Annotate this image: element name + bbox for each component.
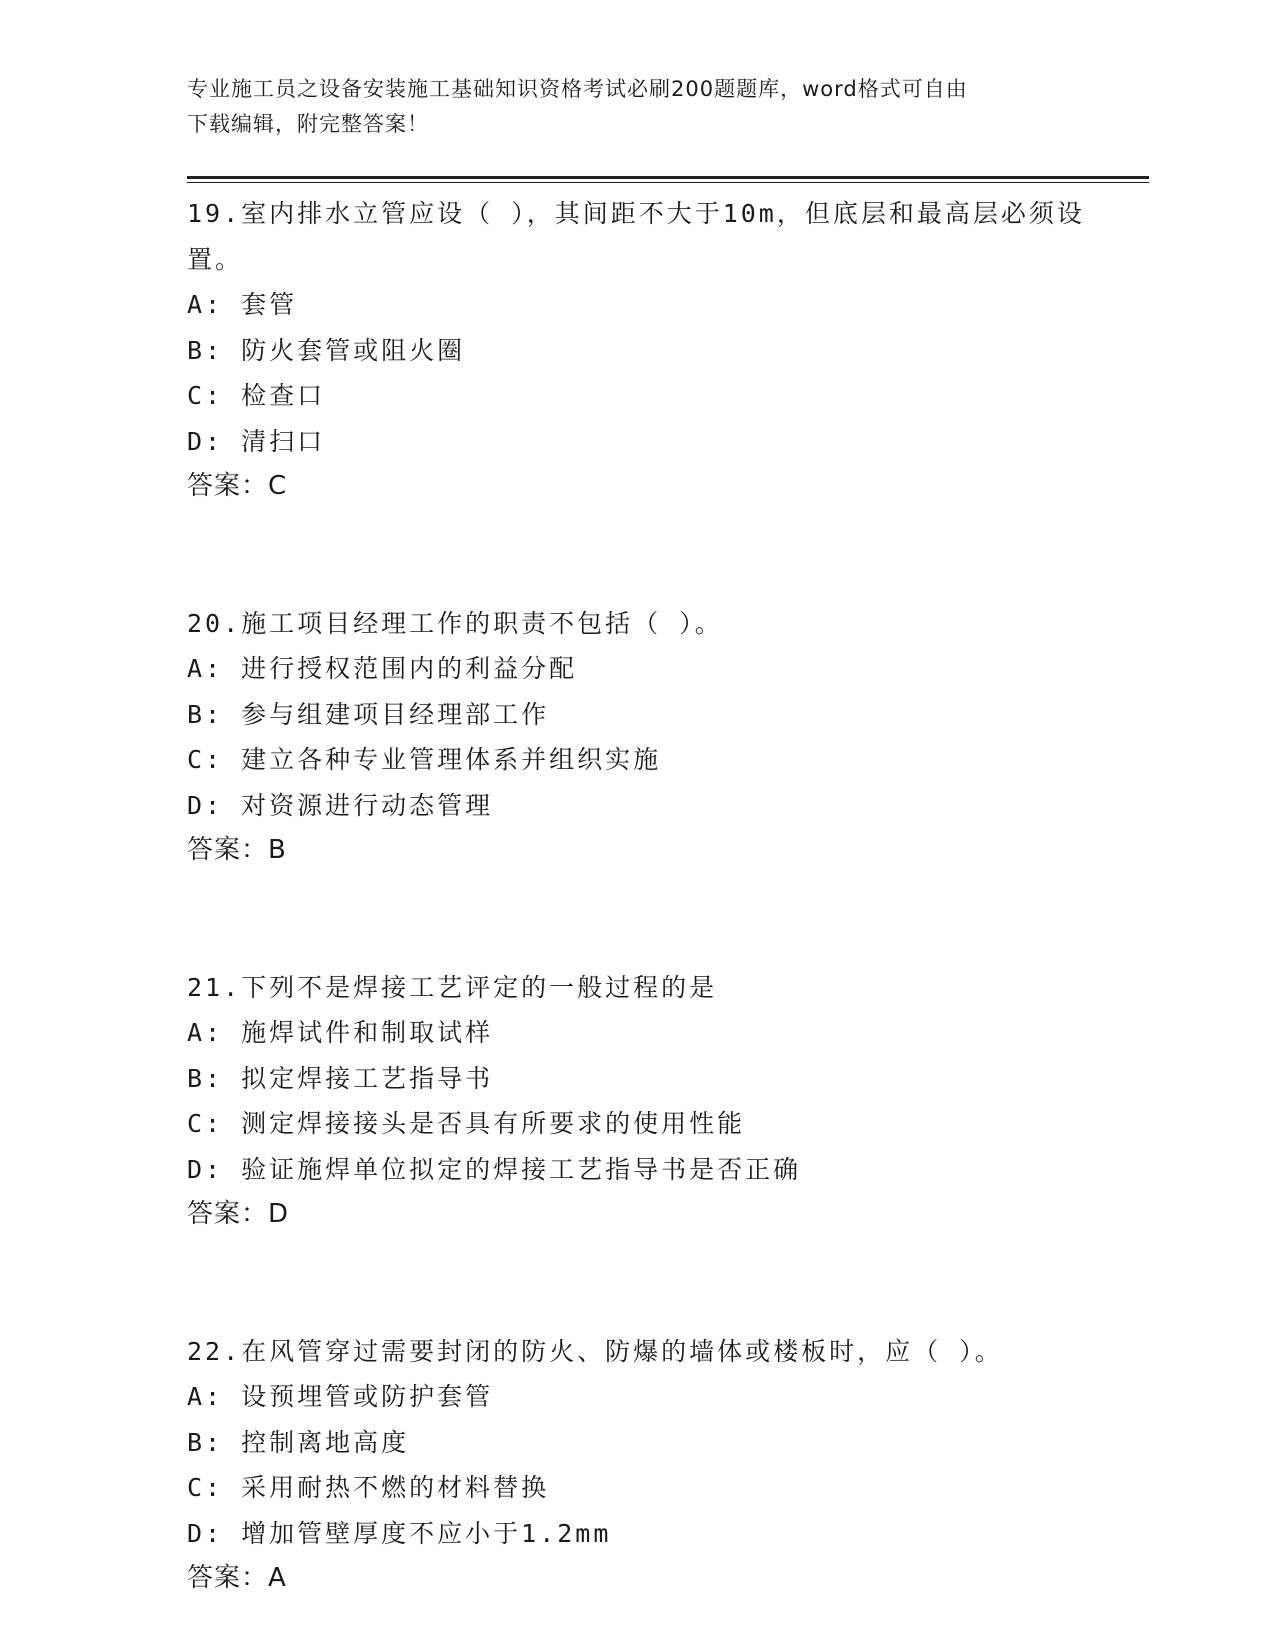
option-c: C: 建立各种专业管理体系并组织实施 (187, 745, 662, 774)
header-rule-thick (187, 176, 1149, 179)
option-a: A: 进行授权范围内的利益分配 (187, 654, 578, 683)
question-21 (187, 965, 1107, 1238)
option-b: B: 防火套管或阻火圈 (187, 335, 466, 365)
question-title: 21.下列不是焊接工艺评定的一般过程的是 (187, 972, 718, 1002)
header-line-1: 专业施工员之设备安装施工基础知识资格考试必刷200题题库，word格式可自由 (187, 77, 968, 101)
option-c: C: 检查口 (187, 381, 326, 410)
question-title: 19.室内排水立管应设（ ），其间距不大于10m，但底层和最高层必须设置。 (187, 199, 1085, 274)
header-line-2: 下载编辑，附完整答案！ (187, 112, 429, 136)
option-a: A: 套管 (187, 290, 298, 319)
option-a: A: 施焊试件和制取试样 (187, 1018, 494, 1047)
option-d: D: 增加管壁厚度不应小于1.2mm (187, 1518, 612, 1548)
question-list (187, 191, 1107, 1602)
document-header (187, 72, 1087, 142)
question-title: 22.在风管穿过需要封闭的防火、防爆的墙体或楼板时，应（ ）。 (187, 1336, 1003, 1366)
spacer (187, 874, 1107, 965)
option-b: B: 拟定焊接工艺指导书 (187, 1063, 494, 1093)
option-b: B: 参与组建项目经理部工作 (187, 699, 550, 729)
question-22 (187, 1329, 1107, 1602)
option-d: D: 验证施焊单位拟定的焊接工艺指导书是否正确 (187, 1154, 802, 1184)
option-c: C: 采用耐热不燃的材料替换 (187, 1473, 550, 1502)
option-c: C: 测定焊接接头是否具有所要求的使用性能 (187, 1109, 746, 1138)
answer: 答案：C (187, 471, 288, 501)
option-d: D: 清扫口 (187, 426, 326, 456)
answer: 答案：D (187, 1199, 290, 1229)
answer: 答案：A (187, 1563, 287, 1593)
question-title: 20.施工项目经理工作的职责不包括（ ）。 (187, 608, 723, 638)
option-d: D: 对资源进行动态管理 (187, 790, 494, 820)
question-20 (187, 601, 1107, 874)
question-19 (187, 191, 1107, 510)
answer: 答案：B (187, 835, 287, 865)
option-a: A: 设预埋管或防护套管 (187, 1382, 494, 1411)
spacer (187, 510, 1107, 601)
header-rule-thin (187, 182, 1149, 183)
option-b: B: 控制离地高度 (187, 1427, 410, 1457)
spacer (187, 1238, 1107, 1329)
